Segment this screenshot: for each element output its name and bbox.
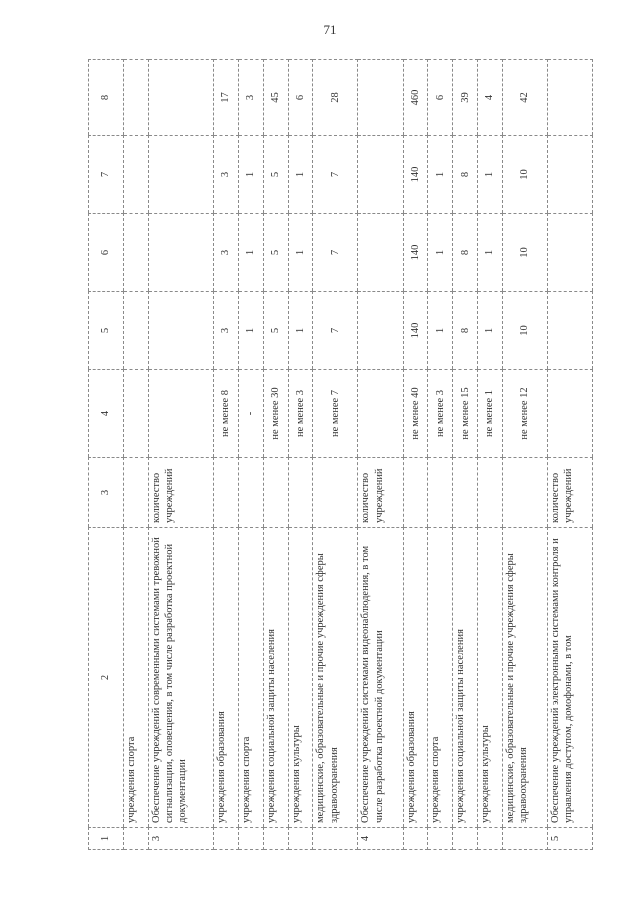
row-value-8: 28 <box>313 60 358 136</box>
row-name: Обеспечение учреждений электронными системами контроля и управления доступом, домофонами, в том <box>547 528 592 828</box>
table-row <box>547 60 592 850</box>
row-value-6: 7 <box>313 214 358 292</box>
data-table <box>88 59 593 850</box>
row-value-7: 1 <box>477 136 502 214</box>
row-target: не менее 40 <box>403 370 428 458</box>
header-row <box>89 60 124 850</box>
row-number <box>453 828 478 850</box>
table-row <box>428 60 453 850</box>
row-target: не менее 3 <box>428 370 453 458</box>
row-unit <box>238 458 263 528</box>
row-unit <box>403 458 428 528</box>
row-value-6: 8 <box>453 214 478 292</box>
row-value-8 <box>358 60 403 136</box>
row-value-8 <box>124 60 149 136</box>
row-value-5: 1 <box>428 292 453 370</box>
row-name: учреждения спорта <box>238 528 263 828</box>
row-target <box>148 370 213 458</box>
row-number: 3 <box>148 828 213 850</box>
row-value-7 <box>547 136 592 214</box>
row-value-8: 45 <box>263 60 288 136</box>
row-value-6: 1 <box>428 214 453 292</box>
row-value-5 <box>148 292 213 370</box>
row-value-7: 1 <box>238 136 263 214</box>
row-value-7: 140 <box>403 136 428 214</box>
row-unit <box>502 458 547 528</box>
row-unit <box>124 458 149 528</box>
row-value-5: 1 <box>288 292 313 370</box>
table-row <box>288 60 313 850</box>
row-target: не менее 12 <box>502 370 547 458</box>
row-target <box>547 370 592 458</box>
row-value-6: 3 <box>214 214 239 292</box>
row-target: не менее 3 <box>288 370 313 458</box>
row-number: 4 <box>358 828 403 850</box>
row-value-5: 8 <box>453 292 478 370</box>
row-number <box>238 828 263 850</box>
row-target: не менее 15 <box>453 370 478 458</box>
row-number: 5 <box>547 828 592 850</box>
row-value-8 <box>148 60 213 136</box>
row-value-8: 39 <box>453 60 478 136</box>
row-number <box>288 828 313 850</box>
table-row <box>214 60 239 850</box>
row-unit <box>214 458 239 528</box>
row-number <box>124 828 149 850</box>
header-cell-1: 1 <box>89 828 124 850</box>
table-row <box>148 60 213 850</box>
row-unit <box>453 458 478 528</box>
row-unit: количество учреждений <box>148 458 213 528</box>
row-number <box>428 828 453 850</box>
row-unit <box>288 458 313 528</box>
row-value-6: 140 <box>403 214 428 292</box>
header-cell-6: 6 <box>89 214 124 292</box>
row-name: учреждения образования <box>214 528 239 828</box>
row-value-7: 1 <box>428 136 453 214</box>
row-value-5: 3 <box>214 292 239 370</box>
header-cell-5: 5 <box>89 292 124 370</box>
table-row <box>313 60 358 850</box>
row-unit <box>313 458 358 528</box>
row-value-8 <box>547 60 592 136</box>
row-value-5: 7 <box>313 292 358 370</box>
row-value-5: 5 <box>263 292 288 370</box>
rotated-table-container <box>88 60 593 850</box>
row-value-5 <box>124 292 149 370</box>
row-value-6: 1 <box>477 214 502 292</box>
row-value-6 <box>358 214 403 292</box>
row-value-5: 1 <box>238 292 263 370</box>
header-cell-4: 4 <box>89 370 124 458</box>
row-value-5: 140 <box>403 292 428 370</box>
table-row <box>358 60 403 850</box>
row-name: Обеспечение учреждений современными системами тревожной сигнализации, оповещения, в том числе разработка проектной документации <box>148 528 213 828</box>
row-unit: количество учреждений <box>547 458 592 528</box>
row-number <box>214 828 239 850</box>
row-name: учреждения социальной защиты населения <box>453 528 478 828</box>
row-value-8: 42 <box>502 60 547 136</box>
row-value-5 <box>358 292 403 370</box>
table-row <box>263 60 288 850</box>
row-name: медицинские, образовательные и прочие учреждения сферы здравоохранения <box>502 528 547 828</box>
header-cell-2: 2 <box>89 528 124 828</box>
row-target: не менее 7 <box>313 370 358 458</box>
row-name: Обеспечение учреждений системами видеонаблюдения, в том числе разработка проектной документации <box>358 528 403 828</box>
row-name: учреждения культуры <box>288 528 313 828</box>
row-value-7: 10 <box>502 136 547 214</box>
row-value-7: 1 <box>288 136 313 214</box>
row-value-7: 3 <box>214 136 239 214</box>
row-value-8: 3 <box>238 60 263 136</box>
row-unit <box>263 458 288 528</box>
header-cell-7: 7 <box>89 136 124 214</box>
row-value-5: 10 <box>502 292 547 370</box>
header-cell-8: 8 <box>89 60 124 136</box>
row-number <box>263 828 288 850</box>
row-value-8: 4 <box>477 60 502 136</box>
row-name: учреждения спорта <box>428 528 453 828</box>
row-unit <box>428 458 453 528</box>
row-value-6: 1 <box>288 214 313 292</box>
row-target: не менее 8 <box>214 370 239 458</box>
row-value-6: 1 <box>238 214 263 292</box>
row-number <box>403 828 428 850</box>
row-unit: количество учреждений <box>358 458 403 528</box>
row-name: учреждения культуры <box>477 528 502 828</box>
row-value-8: 6 <box>428 60 453 136</box>
table-row <box>403 60 428 850</box>
row-name: учреждения образования <box>403 528 428 828</box>
row-name: медицинские, образовательные и прочие учреждения сферы здравоохранения <box>313 528 358 828</box>
row-value-8: 17 <box>214 60 239 136</box>
row-target <box>358 370 403 458</box>
row-number <box>313 828 358 850</box>
row-number <box>477 828 502 850</box>
row-value-7 <box>124 136 149 214</box>
row-value-6: 5 <box>263 214 288 292</box>
row-value-7: 5 <box>263 136 288 214</box>
row-value-6 <box>124 214 149 292</box>
row-value-7: 7 <box>313 136 358 214</box>
row-value-6: 10 <box>502 214 547 292</box>
page-number: 71 <box>323 22 337 37</box>
row-value-6 <box>148 214 213 292</box>
row-target: не менее 30 <box>263 370 288 458</box>
row-value-5: 1 <box>477 292 502 370</box>
row-value-7 <box>358 136 403 214</box>
row-unit <box>477 458 502 528</box>
row-value-7: 8 <box>453 136 478 214</box>
table-row <box>238 60 263 850</box>
row-value-5 <box>547 292 592 370</box>
row-value-8: 460 <box>403 60 428 136</box>
table-row <box>453 60 478 850</box>
table-row <box>477 60 502 850</box>
row-target <box>124 370 149 458</box>
row-value-7 <box>148 136 213 214</box>
row-target: не менее 1 <box>477 370 502 458</box>
row-value-6 <box>547 214 592 292</box>
row-name: учреждения социальной защиты населения <box>263 528 288 828</box>
row-value-8: 6 <box>288 60 313 136</box>
table-row <box>502 60 547 850</box>
header-cell-3: 3 <box>89 458 124 528</box>
row-name: учреждения спорта <box>124 528 149 828</box>
row-number <box>502 828 547 850</box>
table-row <box>124 60 149 850</box>
row-target: - <box>238 370 263 458</box>
